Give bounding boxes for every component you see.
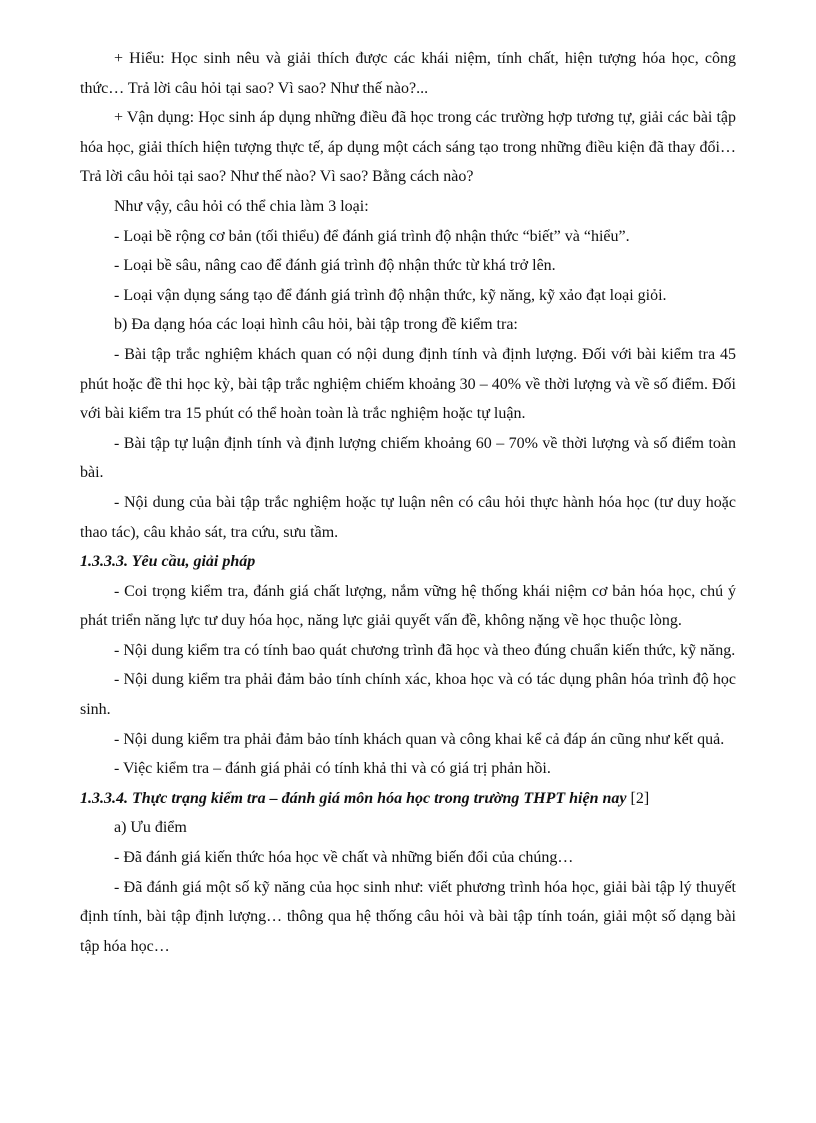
list-item-skills-assessed: - Đã đánh giá một số kỹ năng của học sinh như: viết phương trình hóa học, giải bài tập lý thuyết định tính, bài tập định lượng… thông qua hệ thống câu hỏi và bài tập tính toán, giải một số dạng bài tập hóa học…: [80, 878, 736, 955]
list-item-multiple-choice: - Bài tập trắc nghiệm khách quan có nội dung định tính và định lượng. Đối với bài kiểm tra 45 phút hoặc đề thi học kỳ, bài tập trắc nghiệm chiếm khoảng 30 – 40% về thời lượng và về số điểm. Đối với bài kiểm tra 15 phút có thể hoàn toàn là trắc nghiệm hoặc tự luận.: [80, 345, 736, 423]
list-item-objectivity: - Nội dung kiểm tra phải đảm bảo tính khách quan và công khai kể cả đáp án cũng như kết quả.: [114, 730, 725, 748]
section-heading-requirements: 1.3.3.3. Yêu cầu, giải pháp: [80, 553, 256, 571]
paragraph-question-types-intro: Như vậy, câu hỏi có thể chia làm 3 loại:: [114, 197, 369, 215]
list-item-basic-breadth: - Loại bề rộng cơ bản (tối thiểu) để đánh giá trình độ nhận thức “biết” và “hiểu”.: [114, 227, 630, 245]
document-page: [80, 44, 736, 961]
list-item-depth: - Loại bề sâu, nâng cao để đánh giá trình độ nhận thức từ khá trở lên.: [114, 257, 556, 275]
section-heading-current-state-text: 1.3.3.4. Thực trạng kiểm tra – đánh giá môn hóa học trong trường THPT hiện nay: [80, 789, 627, 807]
list-item-knowledge-assessed: - Đã đánh giá kiến thức hóa học về chất và những biến đổi của chúng…: [114, 849, 574, 867]
paragraph-hieu: + Hiểu: Học sinh nêu và giải thích được các khái niệm, tính chất, hiện tượng hóa học, công thức… Trả lời câu hỏi tại sao? Vì sao? Như thế nào?...: [80, 50, 736, 97]
list-item-quality-focus: - Coi trọng kiểm tra, đánh giá chất lượng, nắm vững hệ thống khái niệm cơ bản hóa học, chú ý phát triển năng lực tư duy hóa học, năng lực giải quyết vấn đề, không nặng về học thuộc lòng.: [80, 582, 736, 630]
subsection-b-diversify: b) Đa dạng hóa các loại hình câu hỏi, bài tập trong đề kiểm tra:: [114, 316, 518, 334]
list-item-accuracy: - Nội dung kiểm tra phải đảm bảo tính chính xác, khoa học và có tác dụng phân hóa trình độ học sinh.: [80, 671, 736, 719]
list-item-creative-application: - Loại vận dụng sáng tạo để đánh giá trình độ nhận thức, kỹ năng, kỹ xảo đạt loại giỏi.: [114, 286, 667, 304]
subsection-a-advantages: a) Ưu điểm: [114, 819, 187, 837]
list-item-coverage: - Nội dung kiểm tra có tính bao quát chương trình đã học và theo đúng chuẩn kiến thức, kỹ năng.: [114, 641, 736, 659]
citation-ref: [2]: [626, 789, 650, 807]
list-item-essay: - Bài tập tự luận định tính và định lượng chiếm khoảng 60 – 70% về thời lượng và số điểm toàn bài.: [80, 434, 736, 482]
list-item-feasibility: - Việc kiểm tra – đánh giá phải có tính khả thi và có giá trị phản hồi.: [114, 760, 551, 778]
list-item-practical-content: - Nội dung của bài tập trắc nghiệm hoặc tự luận nên có câu hỏi thực hành hóa học (tư duy hoặc thao tác), câu khảo sát, tra cứu, sưu tầm.: [80, 493, 736, 541]
paragraph-van-dung: + Vận dụng: Học sinh áp dụng những điều đã học trong các trường hợp tương tự, giải các bài tập hóa học, giải thích hiện tượng thực tế, áp dụng một cách sáng tạo trong những điều kiện đã thay đổi… Trả lời câu hỏi tại sao? Như thế nào? Vì sao? Bằng cách nào?: [80, 109, 736, 186]
section-heading-current-state: [80, 784, 736, 814]
